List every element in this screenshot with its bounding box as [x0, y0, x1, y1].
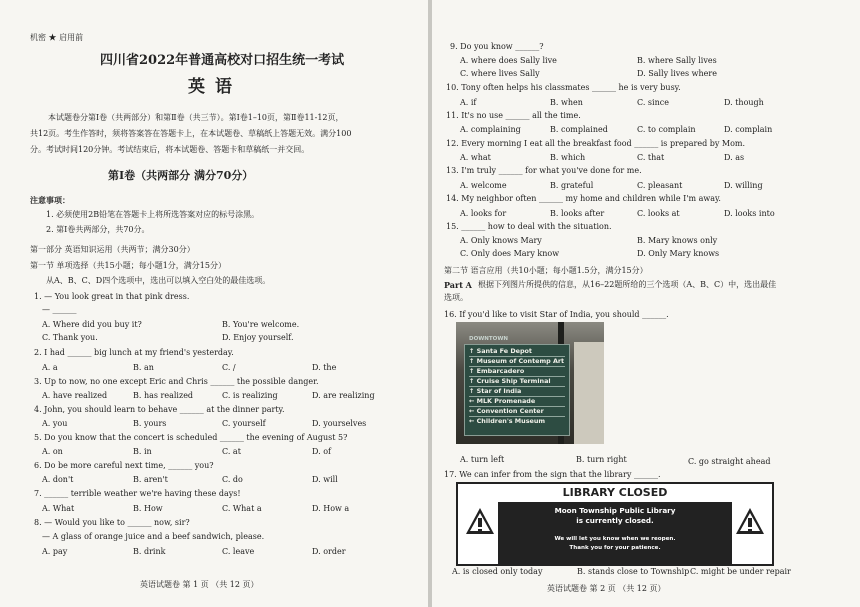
subject-title: 英语: [188, 77, 242, 97]
option[interactable]: A. welcome: [460, 181, 507, 190]
option[interactable]: A. is closed only today: [452, 567, 543, 576]
section-1-title: 第一部分 英语知识运用（共两节；满分30分）: [30, 245, 195, 254]
option[interactable]: B. drink: [133, 547, 166, 556]
option[interactable]: D. the: [312, 363, 337, 372]
option[interactable]: A. on: [42, 447, 63, 456]
question-stem: 10. Tony often helps his classmates ______ he is very busy.: [446, 83, 681, 92]
intro-line-3: 分。考试时间120分钟。考试结束后，将本试题卷、答题卡和草稿纸一并交回。: [30, 145, 310, 154]
option[interactable]: B. stands close to Township: [577, 567, 690, 576]
option[interactable]: A. Only knows Mary: [460, 236, 542, 245]
sign-header: DOWNTOWN: [469, 336, 509, 342]
library-closed-sign: [456, 482, 774, 566]
option[interactable]: C. might be under repair: [690, 567, 791, 576]
option[interactable]: D. will: [312, 475, 338, 484]
option[interactable]: D. complain: [724, 125, 773, 134]
option[interactable]: C. since: [637, 98, 669, 107]
question-stem-line-2: — A glass of orange juice and a beef sandwich, please.: [42, 532, 265, 541]
option[interactable]: D. looks into: [724, 209, 775, 218]
page-footer: 英语试题卷 第 2 页 （共 12 页）: [547, 584, 666, 593]
option[interactable]: D. are realizing: [312, 391, 375, 400]
option[interactable]: D. Sally lives where: [637, 69, 717, 78]
subsection-1-title: 第一节 单项选择（共15小题；每小题1分，满分15分）: [30, 261, 226, 270]
notes-title: 注意事项：: [30, 195, 70, 205]
part-a-instruction: 根据下列图片所提供的信息，从16–22题所给的三个选项（A、B、C）中，选出最佳: [478, 280, 777, 289]
option[interactable]: C. that: [637, 153, 665, 162]
option[interactable]: C. do: [222, 475, 243, 484]
question-stem: 1. — You look great in that pink dress.: [34, 292, 190, 301]
option[interactable]: D. Enjoy yourself.: [222, 333, 294, 342]
part-title: 第Ⅰ卷（共两部分 满分70分）: [108, 169, 254, 182]
sign-line-4: Thank you for your patience.: [569, 545, 661, 551]
option[interactable]: D. willing: [724, 181, 763, 190]
instruction: 从A、B、C、D四个选项中，选出可以填入空白处的最佳选项。: [46, 276, 271, 285]
option[interactable]: A. have realized: [42, 391, 108, 400]
option[interactable]: C. Thank you.: [42, 333, 98, 342]
sign-title: LIBRARY CLOSED: [562, 486, 668, 499]
question-stem: 9. Do you know ______?: [450, 42, 544, 51]
warning-triangle-icon: [466, 508, 494, 534]
option[interactable]: B. which: [550, 153, 586, 162]
option[interactable]: B. Mary knows only: [637, 236, 718, 245]
question-stem: 12. Every morning I eat all the breakfast food ______ is prepared by Mom.: [446, 139, 746, 148]
sign-item: ↑ Cruise Ship Terminal: [469, 377, 565, 387]
question-stem: 7. ______ terrible weather we're having these days!: [34, 489, 241, 498]
option[interactable]: B. looks after: [550, 209, 605, 218]
note-2: 2. 第Ⅰ卷共两部分，共70分。: [46, 225, 150, 234]
option[interactable]: B. How: [133, 504, 163, 513]
option[interactable]: A. What: [42, 504, 75, 513]
part-a-label: Part A: [444, 280, 472, 290]
option[interactable]: C. to complain: [637, 125, 696, 134]
question-stem: 11. It's no use ______ all the time.: [446, 111, 581, 120]
option[interactable]: C. at: [222, 447, 241, 456]
sign-item: ↑ Embarcadero: [469, 367, 565, 377]
exam-page-1: [0, 0, 428, 607]
option[interactable]: C. where lives Sally: [460, 69, 540, 78]
question-stem: 3. Up to now, no one except Eric and Chris ______ the possible danger.: [34, 377, 319, 386]
option[interactable]: A. Where did you buy it?: [42, 320, 142, 329]
option[interactable]: A. turn left: [460, 455, 505, 464]
option[interactable]: C. looks at: [637, 209, 680, 218]
warning-triangle-icon: [736, 508, 764, 534]
direction-sign-photo: [456, 322, 604, 444]
part-a-instruction-line-2: 选项。: [444, 293, 468, 302]
option[interactable]: A. you: [42, 419, 68, 428]
note-1: 1. 必须使用2B铅笔在答题卡上将所选答案对应的标号涂黑。: [46, 210, 260, 219]
sign-item: ← Children's Museum: [469, 417, 546, 425]
sign-message: [498, 502, 732, 566]
page-footer: 英语试题卷 第 1 页 （共 12 页）: [140, 580, 259, 589]
option[interactable]: B. grateful: [550, 181, 594, 190]
question-stem: 17. We can infer from the sign that the library ______.: [444, 470, 661, 479]
sign-line-1: Moon Township Public Library: [554, 506, 676, 515]
option[interactable]: D. though: [724, 98, 764, 107]
option[interactable]: A. don't: [42, 475, 74, 484]
option[interactable]: A. what: [460, 153, 491, 162]
option[interactable]: C. Only does Mary know: [460, 249, 560, 258]
option[interactable]: B. aren't: [133, 475, 168, 484]
option[interactable]: B. where Sally lives: [637, 56, 717, 65]
intro-line-2: 共12页。考生作答时，须将答案答在答题卡上，在本试题卷、草稿纸上答题无效。满分100: [30, 129, 352, 138]
option[interactable]: B. turn right: [576, 455, 627, 464]
option[interactable]: A. where does Sally live: [460, 56, 557, 65]
option[interactable]: B. complained: [550, 125, 608, 134]
question-stem: 5. Do you know that the concert is scheduled ______ the evening of August 5?: [34, 433, 348, 442]
question-stem: 14. My neighbor often ______ my home and children while I'm away.: [446, 194, 721, 203]
sign-line-2: is currently closed.: [576, 516, 654, 525]
intro-line-1: 本试题卷分第Ⅰ卷（共两部分）和第Ⅱ卷（共三节）。第Ⅰ卷1–10页，第Ⅱ卷11-12页，: [48, 113, 344, 122]
option[interactable]: D. Only Mary knows: [637, 249, 720, 258]
option[interactable]: A. a: [42, 363, 58, 372]
option[interactable]: C. leave: [222, 547, 255, 556]
option[interactable]: D. How a: [312, 504, 350, 513]
option[interactable]: C. yourself: [222, 419, 266, 428]
option[interactable]: A. complaining: [460, 125, 521, 134]
confidential-mark: 机密 ★ 启用前: [30, 33, 84, 42]
option[interactable]: A. looks for: [460, 209, 507, 218]
option[interactable]: B. You're welcome.: [222, 320, 300, 329]
question-stem: 2. I had ______ big lunch at my friend's yesterday.: [34, 348, 234, 357]
question-stem: 13. I'm truly ______ for what you've done for me.: [446, 166, 642, 175]
option[interactable]: A. pay: [42, 547, 68, 556]
question-stem: 8. — Would you like to ______ now, sir?: [34, 518, 190, 527]
sign-line-3: We will let you know when we reopen.: [554, 536, 676, 542]
question-stem: 15. ______ how to deal with the situation.: [446, 222, 612, 231]
option[interactable]: B. in: [133, 447, 152, 456]
option[interactable]: C. What a: [222, 504, 262, 513]
option[interactable]: D. order: [312, 547, 346, 556]
option[interactable]: A. if: [460, 98, 477, 107]
option[interactable]: C. is realizing: [222, 391, 278, 400]
sign-item: ↑ Star of India: [469, 387, 565, 397]
option[interactable]: B. when: [550, 98, 583, 107]
sign-item: ← Convention Center: [469, 407, 565, 417]
sign-item: ↑ Santa Fe Depot: [469, 347, 565, 357]
question-stem-line-2: — ______: [42, 305, 77, 314]
option[interactable]: C. pleasant: [637, 181, 683, 190]
sign-item: ↑ Museum of Contemp Art: [469, 357, 565, 365]
question-stem: 16. If you'd like to visit Star of India, you should ______.: [444, 310, 669, 319]
direction-board: [464, 336, 570, 436]
exam-title: 四川省2022年普通高校对口招生统一考试: [100, 53, 345, 68]
subsection-2-title: 第二节 语言应用（共10小题；每小题1.5分，满分15分）: [444, 266, 648, 275]
option[interactable]: D. as: [724, 153, 745, 162]
question-stem: 6. Do be more careful next time, ______ you?: [34, 461, 214, 470]
option[interactable]: C. /: [222, 363, 236, 372]
option[interactable]: B. yours: [133, 419, 167, 428]
sign-item: ← MLK Promenade: [469, 397, 565, 407]
option[interactable]: C. go straight ahead: [688, 457, 771, 466]
option[interactable]: D. yourselves: [312, 419, 367, 428]
option[interactable]: B. has realized: [133, 391, 194, 400]
exam-page-2: [432, 0, 860, 607]
question-stem: 4. John, you should learn to behave ______ at the dinner party.: [34, 405, 285, 414]
option[interactable]: B. an: [133, 363, 154, 372]
option[interactable]: D. of: [312, 447, 331, 456]
